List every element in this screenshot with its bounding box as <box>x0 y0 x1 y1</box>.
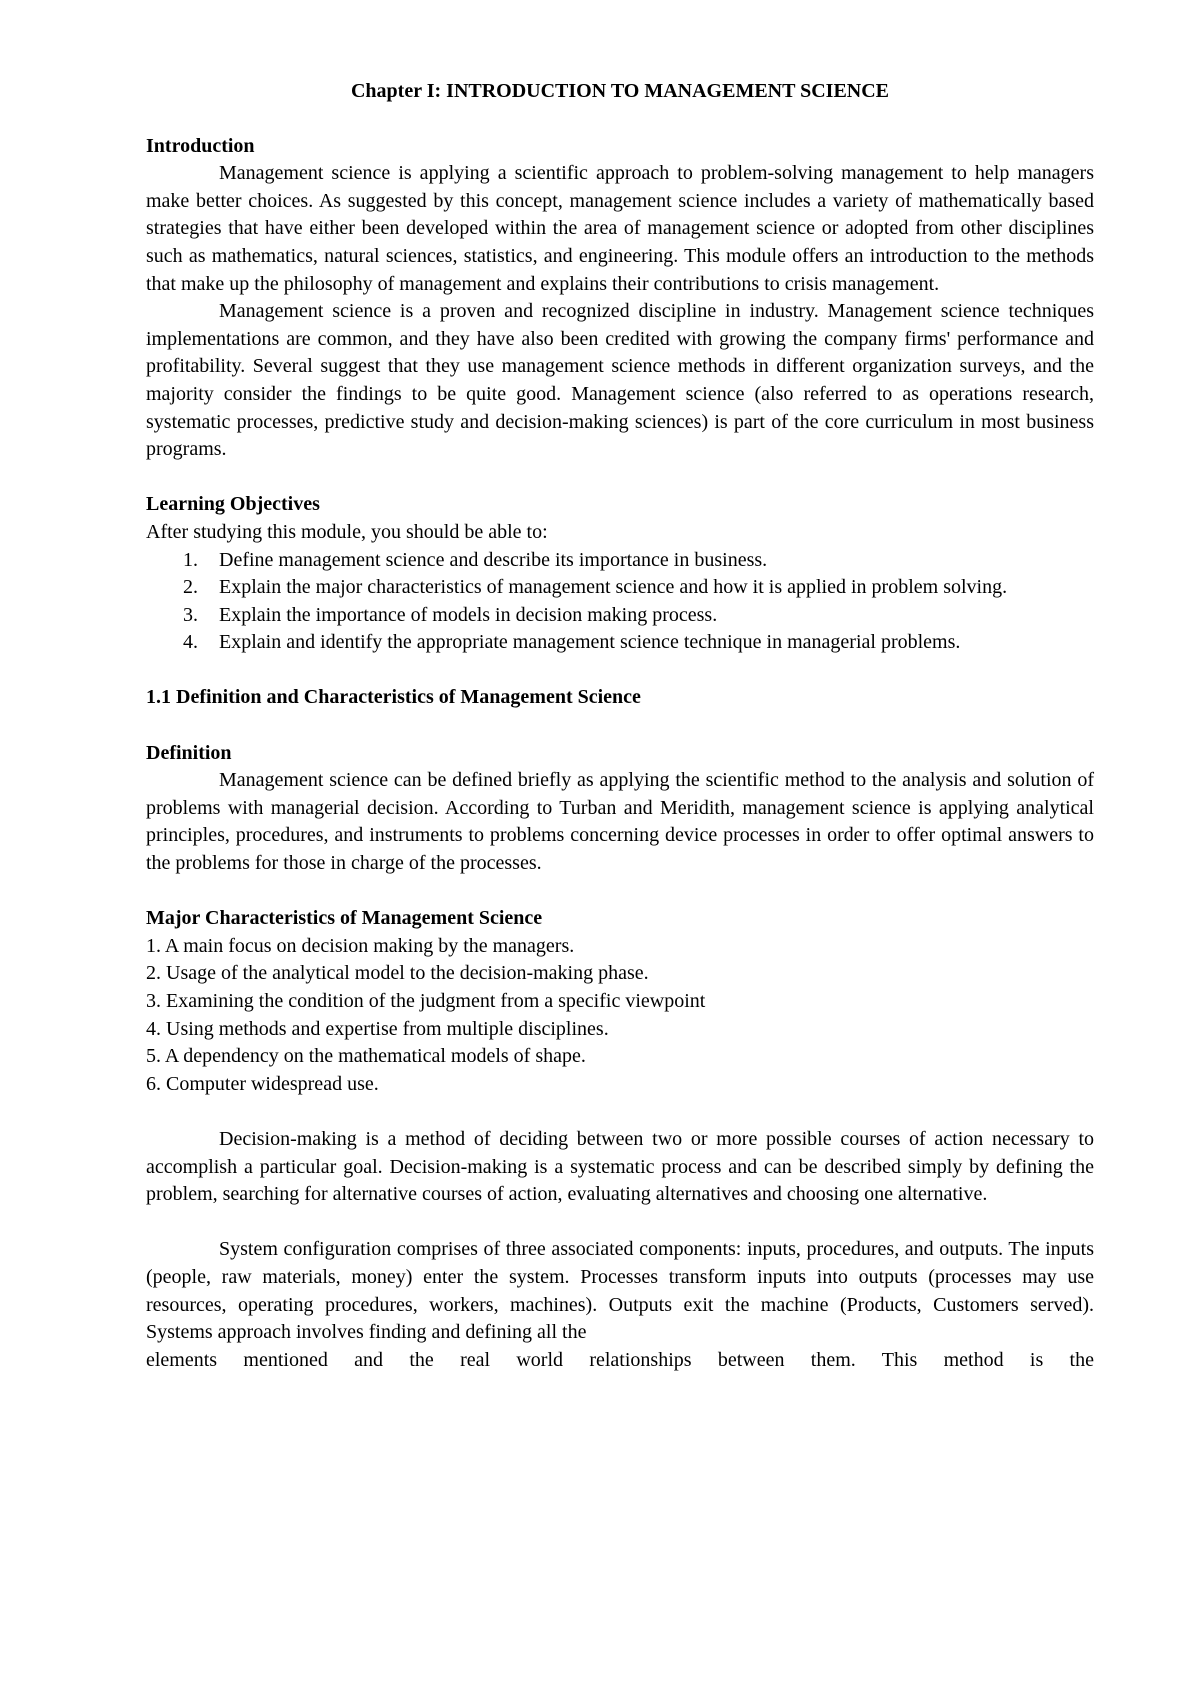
objectives-list <box>146 547 1094 657</box>
spacer <box>146 1098 1094 1126</box>
characteristic-item: 5. A dependency on the mathematical models of shape. <box>146 1045 586 1068</box>
system-configuration-paragraph: System configuration comprises of three associated components: inputs, procedures, and outputs. The inputs (people, raw materials, money) enter the system. Processes transform inputs into outputs (processes may use resources, operating procedures, workers, machines). Outputs exit the machine (Products, Customers served). Systems approach involves finding and defining all the <box>146 1238 1094 1344</box>
spacer <box>146 712 1094 740</box>
chapter-title: Chapter I: INTRODUCTION TO MANAGEMENT SCIENCE <box>350 80 890 102</box>
objectives-heading: Learning Objectives <box>146 493 320 516</box>
objective-item <box>183 547 1094 575</box>
system-configuration-last-line: elements mentioned and the real world relationships between them. This method is the <box>146 1348 1094 1371</box>
spacer <box>146 657 1094 685</box>
characteristic-item: 6. Computer widespread use. <box>146 1072 379 1095</box>
decision-making-paragraph: Decision-making is a method of deciding between two or more possible courses of action necessary to accomplish a particular goal. Decision-making is a systematic process and can be described simply by defining the problem, searching for alternative courses of action, evaluating alternatives and choosing one alternative. <box>146 1127 1094 1206</box>
introduction-heading: Introduction <box>146 134 255 157</box>
objective-text: Define management science and describe its importance in business. <box>219 548 768 571</box>
characteristics-heading: Major Characteristics of Management Science <box>146 907 543 930</box>
objective-item <box>183 629 1094 657</box>
objective-text: Explain the importance of models in decision making process. <box>219 603 718 626</box>
objective-number: 3. <box>183 603 198 626</box>
objective-number: 4. <box>183 631 198 654</box>
section-heading: 1.1 Definition and Characteristics of Management Science <box>146 686 641 709</box>
introduction-paragraph-1: Management science is applying a scientific approach to problem-solving management to help managers make better choices. As suggested by this concept, management science includes a variety of mathematically based strategies that have either been developed within the area of management science or adopted from other disciplines such as mathematics, natural sciences, statistics, and engineering. This module offers an introduction to the methods that make up the philosophy of management and explains their contributions to crisis management. <box>146 162 1094 295</box>
objective-item <box>183 602 1094 630</box>
characteristic-item: 4. Using methods and expertise from multiple disciplines. <box>146 1017 609 1040</box>
characteristic-item: 1. A main focus on decision making by the managers. <box>146 934 575 957</box>
spacer <box>146 1209 1094 1237</box>
characteristic-item: 2. Usage of the analytical model to the decision-making phase. <box>146 962 649 985</box>
definition-heading: Definition <box>146 741 232 764</box>
document-page <box>146 78 1094 1374</box>
objective-text: Explain and identify the appropriate management science technique in managerial problems. <box>219 631 961 654</box>
objective-item <box>183 574 1094 602</box>
introduction-paragraph-2: Management science is a proven and recognized discipline in industry. Management science techniques implementations are common, and they have also been credited with growing the company firms' performance and profitability. Several suggest that they use management science methods in different organization surveys, and the majority consider the findings to be quite good. Management science (also referred to as operations research, systematic processes, predictive study and decision-making sciences) is part of the core curriculum in most business programs. <box>146 300 1094 461</box>
objective-text: Explain the major characteristics of management science and how it is applied in problem solving. <box>219 576 1008 599</box>
objective-number: 2. <box>183 576 198 599</box>
spacer <box>146 464 1094 492</box>
objectives-intro: After studying this module, you should be able to: <box>146 520 548 543</box>
objective-number: 1. <box>183 548 198 571</box>
spacer <box>146 878 1094 906</box>
characteristic-item: 3. Examining the condition of the judgment from a specific viewpoint <box>146 990 706 1012</box>
characteristics-list <box>146 933 1094 1099</box>
definition-paragraph: Management science can be defined briefly as applying the scientific method to the analysis and solution of problems with managerial decision. According to Turban and Meridith, management science is applying analytical principles, procedures, and instruments to problems concerning device processes in order to offer optimal answers to the problems for those in charge of the processes. <box>146 769 1094 875</box>
